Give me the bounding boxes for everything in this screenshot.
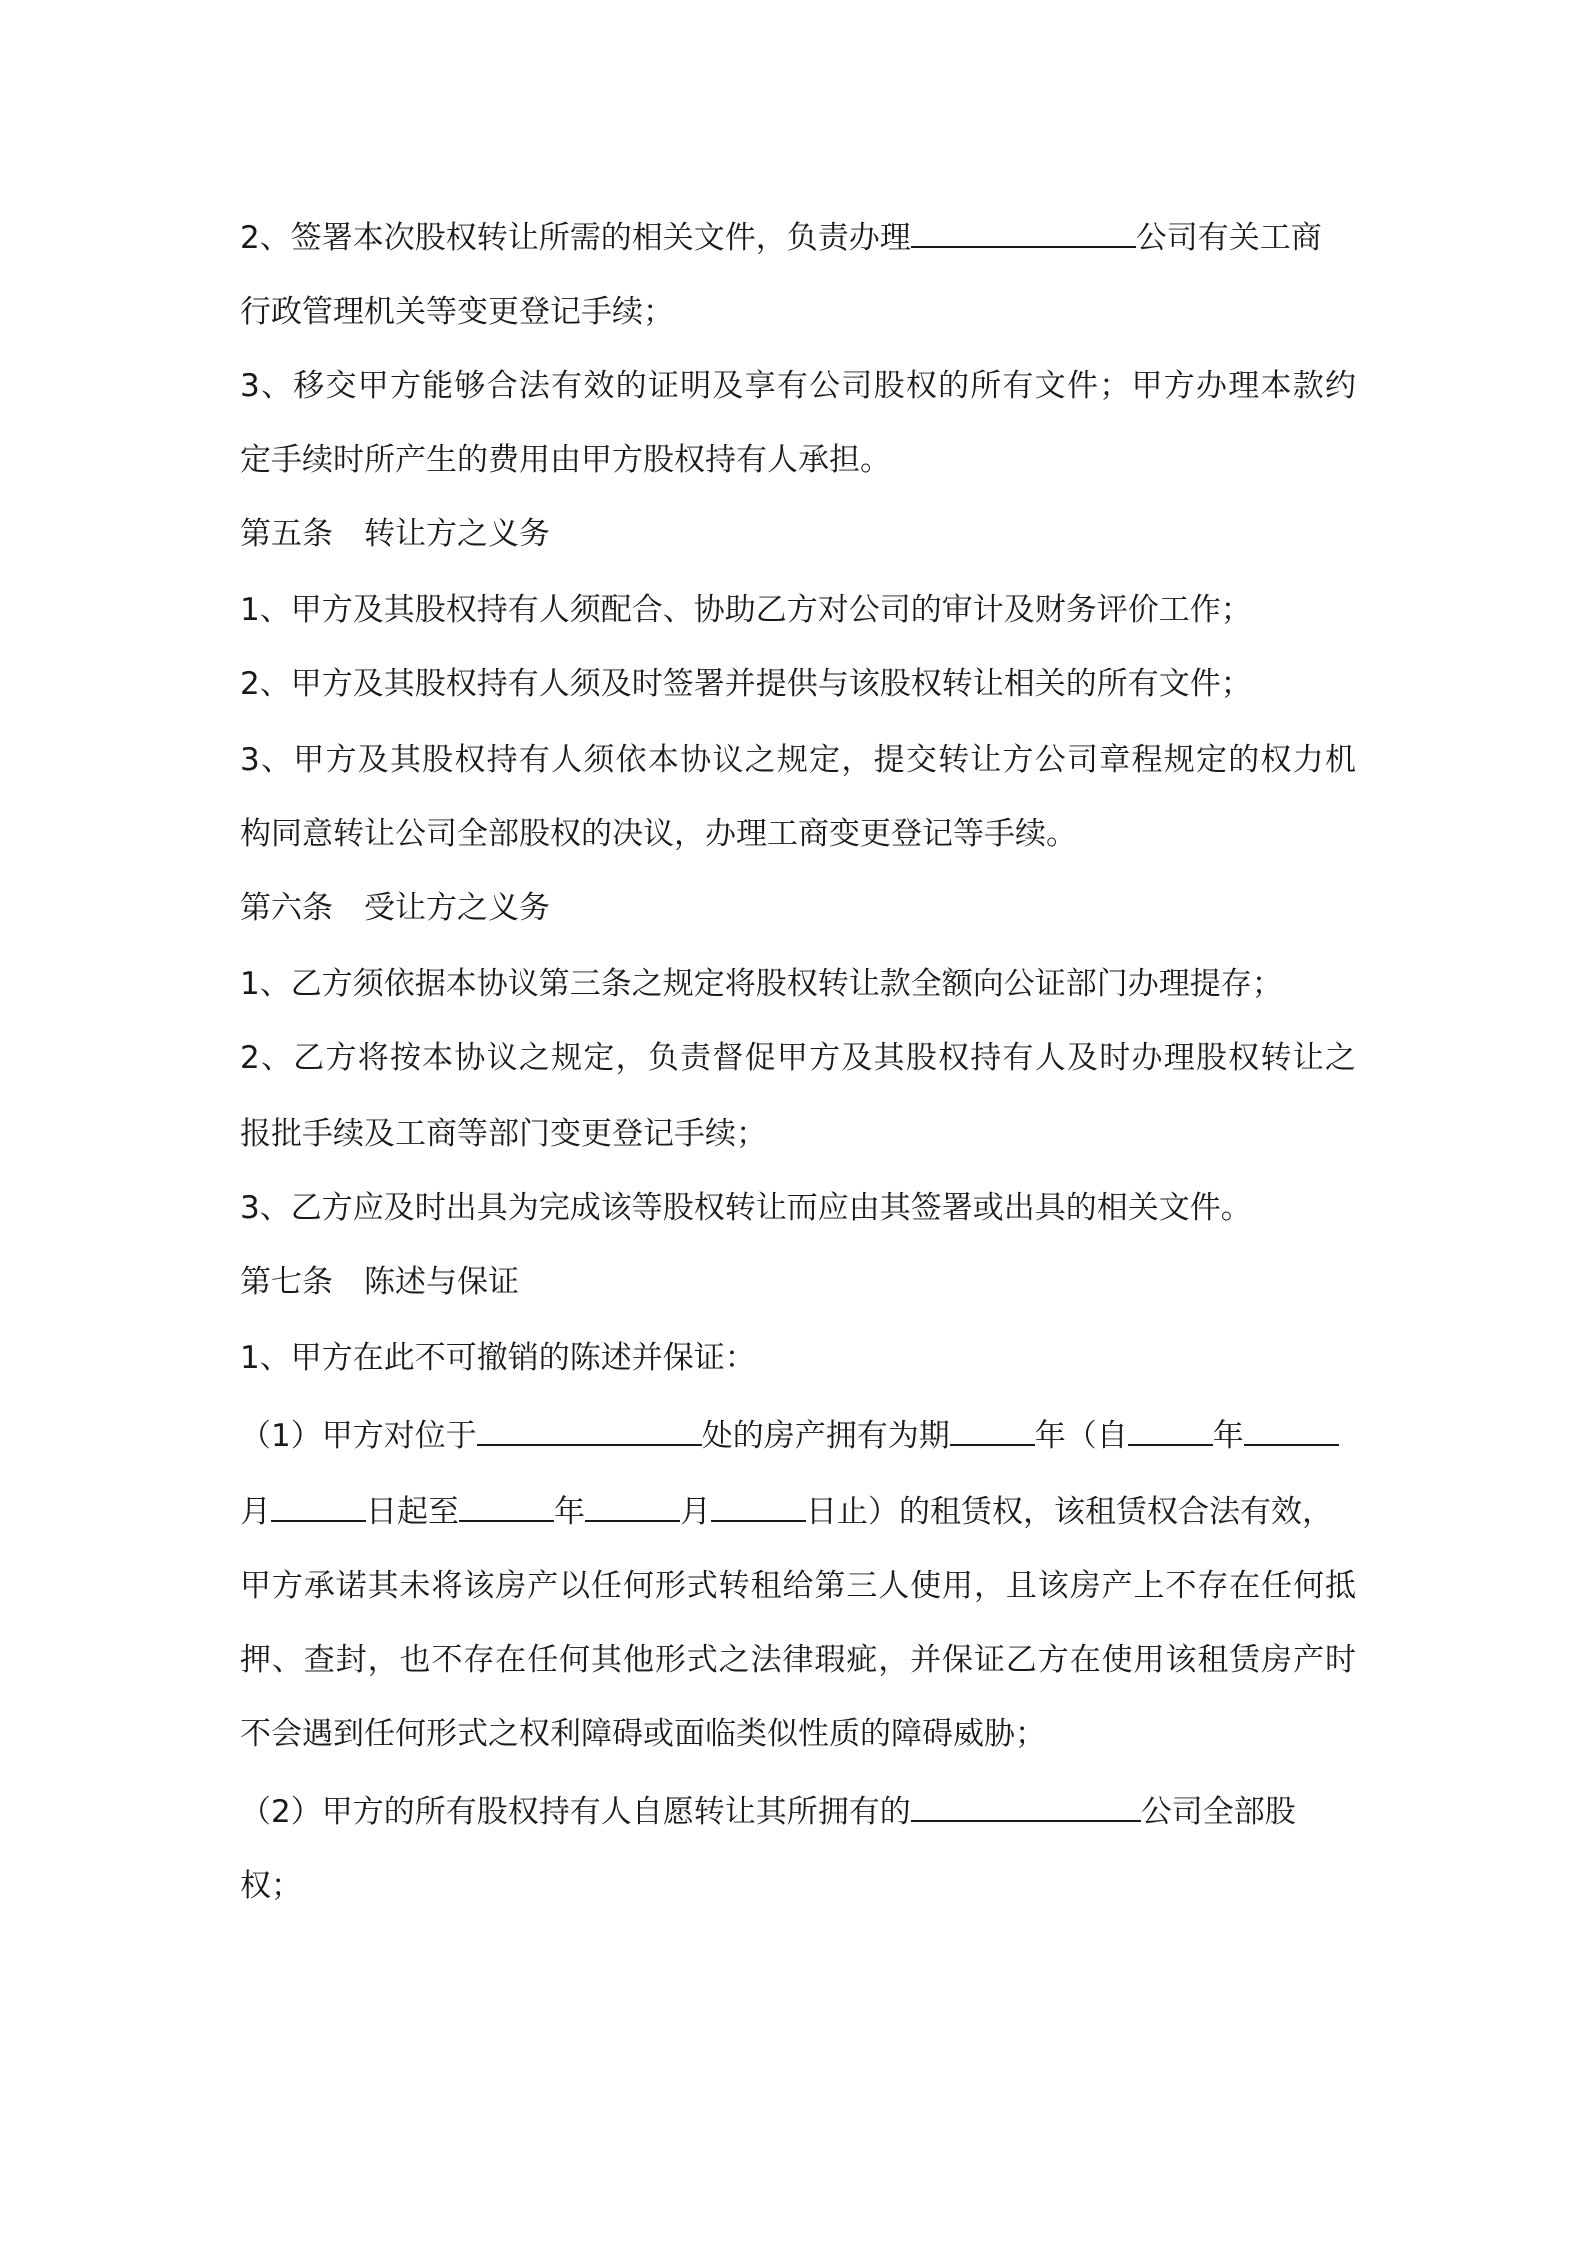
clause-text: 2、签署本次股权转让所需的相关文件，负责办理 [240, 220, 911, 256]
article-heading: 第六条 受让方之义务 [240, 890, 550, 926]
blank-start-year[interactable] [1128, 1414, 1213, 1446]
paragraph-line: 构同意转让公司全部股权的决议，办理工商变更登记等手续。 [240, 816, 1077, 852]
paragraph-line: 2、乙方将按本协议之规定，负责督促甲方及其股权持有人及时办理股权转让之 [240, 1040, 1356, 1076]
paragraph-line: 报批手续及工商等部门变更登记手续； [240, 1116, 767, 1152]
blank-end-month[interactable] [585, 1490, 680, 1522]
blank-start-month[interactable] [1244, 1414, 1339, 1446]
paragraph-line: 3、甲方及其股权持有人须依本协议之规定，提交转让方公司章程规定的权力机 [240, 742, 1356, 778]
clause-text: 公司全部股 [1140, 1794, 1296, 1830]
clause-text: （2）甲方的所有股权持有人自愿转让其所拥有的 [240, 1794, 911, 1830]
article-heading: 第五条 转让方之义务 [240, 516, 550, 552]
blank-company-name[interactable] [911, 216, 1136, 248]
article-heading: 第七条 陈述与保证 [240, 1264, 519, 1300]
clause-text: 日止）的租赁权，该租赁权合法有效， [806, 1494, 1333, 1530]
clause-text: 月 [240, 1494, 271, 1530]
clause-text: 月 [680, 1494, 711, 1530]
clause-text: 日起至 [366, 1494, 459, 1530]
paragraph-line [240, 1490, 1356, 1530]
paragraph-line [240, 1414, 1356, 1454]
paragraph-line: 1、甲方在此不可撤销的陈述并保证： [240, 1340, 756, 1376]
paragraph-line: 行政管理机关等变更登记手续； [240, 294, 674, 330]
paragraph-line: 甲方承诺其未将该房产以任何形式转租给第三人使用，且该房产上不存在任何抵 [240, 1568, 1356, 1604]
clause-text: 公司有关工商 [1135, 220, 1322, 256]
clause-text: （1）甲方对位于 [240, 1418, 477, 1454]
blank-end-year[interactable] [459, 1490, 554, 1522]
clause-text: 年 [554, 1494, 585, 1530]
clause-text: 处的房产拥有为期 [701, 1418, 950, 1454]
paragraph-line: 押、查封，也不存在任何其他形式之法律瑕疵，并保证乙方在使用该租赁房产时 [240, 1642, 1356, 1678]
clause-text: 年（自 [1034, 1418, 1128, 1454]
paragraph-line: 不会遇到任何形式之权利障碍或面临类似性质的障碍威胁； [240, 1716, 1046, 1752]
paragraph-line [240, 216, 1356, 256]
blank-company-name[interactable] [911, 1790, 1141, 1822]
paragraph-line: 1、乙方须依据本协议第三条之规定将股权转让款全额向公证部门办理提存； [240, 966, 1283, 1002]
paragraph-line: 定手续时所产生的费用由甲方股权持有人承担。 [240, 442, 891, 478]
paragraph-line [240, 1790, 1356, 1830]
paragraph-line: 3、移交甲方能够合法有效的证明及享有公司股权的所有文件；甲方办理本款约 [240, 368, 1356, 404]
blank-lease-years[interactable] [950, 1414, 1035, 1446]
blank-end-day[interactable] [711, 1490, 806, 1522]
paragraph-line: 权； [240, 1868, 302, 1904]
paragraph-line: 3、乙方应及时出具为完成该等股权转让而应由其签署或出具的相关文件。 [240, 1190, 1252, 1226]
blank-month[interactable] [271, 1490, 366, 1522]
paragraph-line: 1、甲方及其股权持有人须配合、协助乙方对公司的审计及财务评价工作； [240, 592, 1252, 628]
blank-property-location[interactable] [477, 1414, 702, 1446]
clause-text: 年 [1212, 1418, 1244, 1454]
paragraph-line: 2、甲方及其股权持有人须及时签署并提供与该股权转让相关的所有文件； [240, 666, 1252, 702]
